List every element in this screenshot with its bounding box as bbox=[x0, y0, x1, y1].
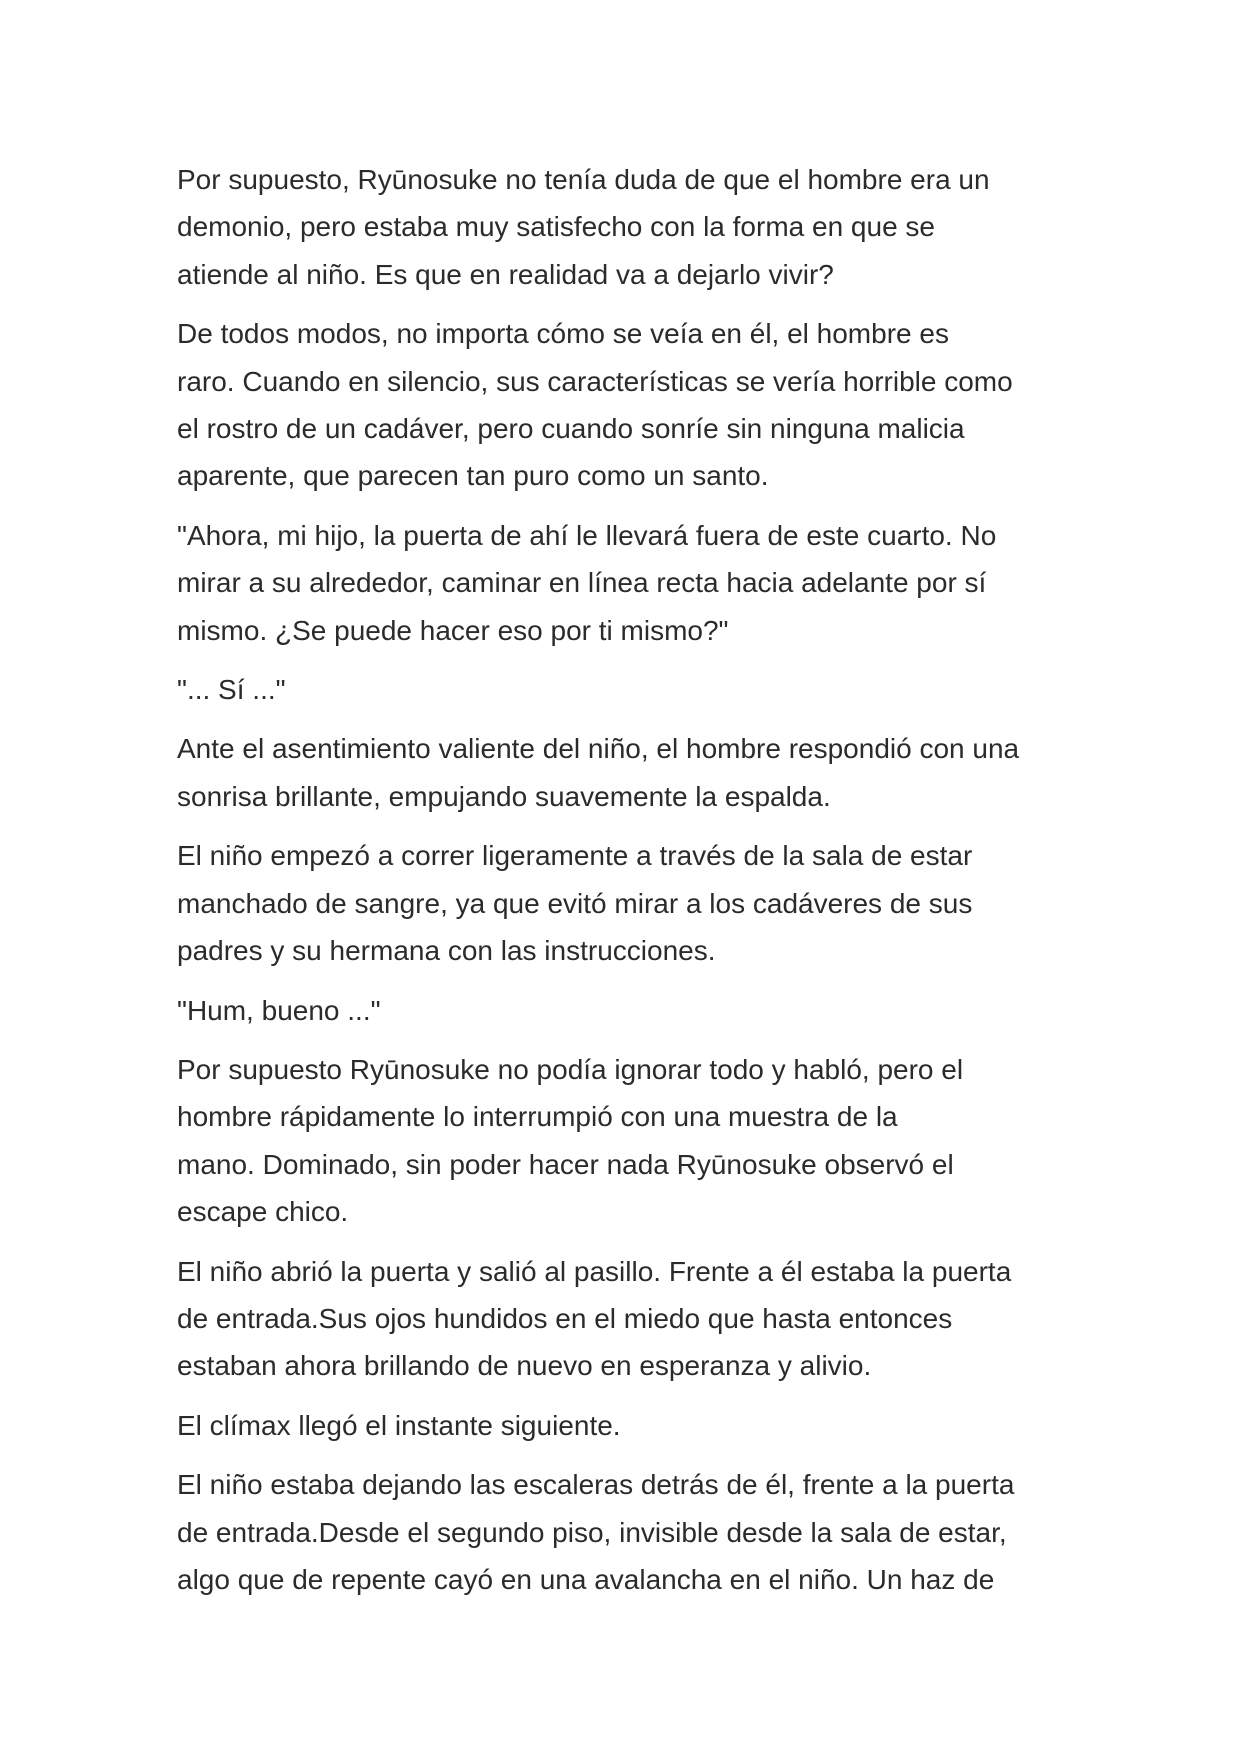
text-line: El niño abrió la puerta y salió al pasillo. Frente a él estaba la puerta bbox=[177, 1255, 1012, 1287]
text-line: demonio, pero estaba muy satisfecho con la forma en que se bbox=[177, 211, 935, 243]
text-line: raro. Cuando en silencio, sus características se vería horrible como bbox=[177, 365, 1013, 397]
text-line: De todos modos, no importa cómo se veía en él, el hombre es bbox=[177, 318, 949, 350]
text-line: "Ahora, mi hijo, la puerta de ahí le llevará fuera de este cuarto. No bbox=[177, 519, 997, 551]
paragraph bbox=[177, 1248, 1077, 1390]
text-line: hombre rápidamente lo interrumpió con una muestra de la bbox=[177, 1101, 898, 1133]
paragraph bbox=[177, 310, 1077, 500]
text-line: escape chico. bbox=[177, 1196, 349, 1228]
text-line: el rostro de un cadáver, pero cuando sonríe sin ninguna malicia bbox=[177, 413, 965, 445]
text-line: atiende al niño. Es que en realidad va a dejarlo vivir? bbox=[177, 258, 834, 290]
paragraph bbox=[177, 832, 1077, 974]
text-line: de entrada.Desde el segundo piso, invisible desde la sala de estar, bbox=[177, 1516, 1007, 1548]
text-line: de entrada.Sus ojos hundidos en el miedo que hasta entonces bbox=[177, 1302, 953, 1334]
text-line: El niño estaba dejando las escaleras detrás de él, frente a la puerta bbox=[177, 1469, 1015, 1501]
text-line: algo que de repente cayó en una avalancha en el niño. Un haz de bbox=[177, 1563, 995, 1595]
paragraph bbox=[177, 1461, 1077, 1603]
paragraph bbox=[177, 987, 1077, 1034]
text-line: "... Sí ..." bbox=[177, 674, 286, 706]
text-line: El niño empezó a correr ligeramente a través de la sala de estar bbox=[177, 840, 973, 872]
text-line: mirar a su alrededor, caminar en línea recta hacia adelante por sí bbox=[177, 567, 987, 599]
text-line: manchado de sangre, ya que evitó mirar a los cadáveres de sus bbox=[177, 887, 973, 919]
text-line: Ante el asentimiento valiente del niño, el hombre respondió con una bbox=[177, 733, 1020, 765]
text-line: Por supuesto Ryūnosuke no podía ignorar todo y habló, pero el bbox=[177, 1053, 964, 1085]
document-page bbox=[177, 156, 1077, 1615]
text-line: Por supuesto, Ryūnosuke no tenía duda de que el hombre era un bbox=[177, 164, 990, 195]
text-line: mismo. ¿Se puede hacer eso por ti mismo?" bbox=[177, 614, 729, 646]
paragraph bbox=[177, 1046, 1077, 1236]
paragraph bbox=[177, 1402, 1077, 1449]
text-line: El clímax llegó el instante siguiente. bbox=[177, 1409, 621, 1441]
text-line: sonrisa brillante, empujando suavemente la espalda. bbox=[177, 780, 831, 812]
paragraph bbox=[177, 666, 1077, 713]
text-line: padres y su hermana con las instrucciones. bbox=[177, 935, 716, 967]
text-line: aparente, que parecen tan puro como un santo. bbox=[177, 460, 769, 492]
paragraph bbox=[177, 512, 1077, 654]
text-line: estaban ahora brillando de nuevo en esperanza y alivio. bbox=[177, 1350, 872, 1382]
paragraph bbox=[177, 725, 1077, 820]
text-line: "Hum, bueno ..." bbox=[177, 994, 381, 1026]
paragraph bbox=[177, 156, 1077, 298]
text-line: mano. Dominado, sin poder hacer nada Ryūnosuke observó el bbox=[177, 1148, 954, 1180]
